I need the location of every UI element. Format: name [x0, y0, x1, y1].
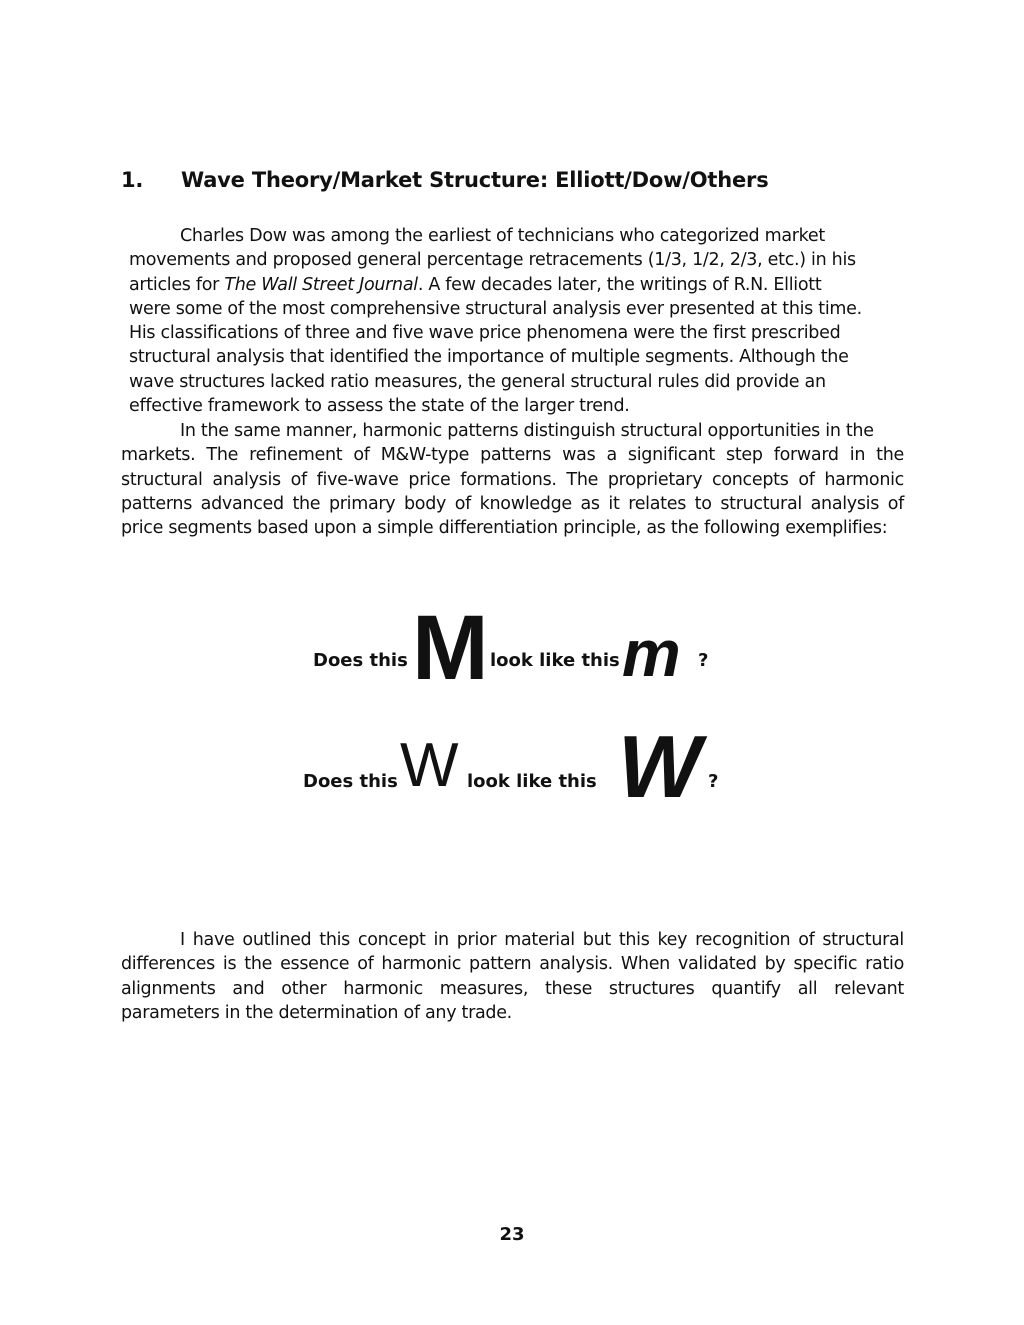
- paragraph-structural-differences: [121, 928, 904, 1025]
- paragraph-line: effective framework to assess the state of the larger trend.: [129, 396, 630, 417]
- paragraph-line: alignments and other harmonic measures, these structures quantify all relevant: [121, 978, 904, 999]
- paragraph-line: parameters in the determination of any trade.: [121, 1002, 512, 1023]
- paragraph-line: price segments based upon a simple differentiation principle, as the following exemplifies:: [121, 518, 888, 539]
- paragraph-line: wave structures lacked ratio measures, the general structural rules did provide an: [129, 371, 826, 392]
- paragraph-harmonic-patterns: [121, 419, 904, 540]
- paragraph-line: were some of the most comprehensive structural analysis ever presented at this time.: [129, 298, 862, 319]
- paragraph-line-start: articles for: [129, 274, 225, 295]
- paragraph-line: I have outlined this concept in prior material but this key recognition of structural: [180, 930, 904, 950]
- paragraph-line-end: . A few decades later, the writings of R.N. Elliott: [417, 274, 822, 295]
- paragraph-line: markets. The refinement of M&W-type patterns was a significant step forward in the: [121, 445, 904, 466]
- section-number: 1.: [121, 168, 144, 192]
- paragraph-line: differences is the essence of harmonic pattern analysis. When validated by specific ratio: [121, 954, 904, 975]
- comparison-question-mark: ?: [698, 650, 709, 671]
- paragraph-line: Charles Dow was among the earliest of technicians who categorized market: [180, 226, 825, 246]
- comparison-middle: look like this: [467, 771, 597, 792]
- italic-w-glyph: W: [618, 717, 702, 816]
- comparison-question-mark: ?: [708, 771, 719, 792]
- comparison-prefix: Does this: [303, 771, 398, 792]
- large-m-glyph: M: [412, 597, 489, 699]
- paragraph-line: structural analysis that identified the importance of multiple segments. Although the: [129, 347, 849, 368]
- paragraph-dow-elliott: [129, 224, 899, 418]
- paragraph-line: His classifications of three and five wave price phenomena were the first prescribed: [129, 323, 841, 344]
- comparison-middle: look like this: [490, 650, 620, 671]
- italic-m-glyph: m: [622, 616, 681, 690]
- comparison-prefix: Does this: [313, 650, 408, 671]
- section-title: Wave Theory/Market Structure: Elliott/Dow/Others: [181, 168, 769, 192]
- paragraph-line: In the same manner, harmonic patterns distinguish structural opportunities in the: [180, 421, 874, 441]
- paragraph-line: structural analysis of five-wave price formations. The proprietary concepts of harmonic: [121, 469, 904, 490]
- page-number: 23: [499, 1224, 525, 1245]
- paragraph-line: [129, 273, 899, 297]
- journal-title: The Wall Street Journal: [224, 274, 418, 295]
- paragraph-line: patterns advanced the primary body of knowledge as it relates to structural analysis of: [121, 493, 904, 514]
- paragraph-line: movements and proposed general percentage retracements (1/3, 1/2, 2/3, etc.) in his: [129, 250, 856, 271]
- section-heading: [121, 168, 769, 192]
- large-w-glyph: W: [400, 731, 459, 800]
